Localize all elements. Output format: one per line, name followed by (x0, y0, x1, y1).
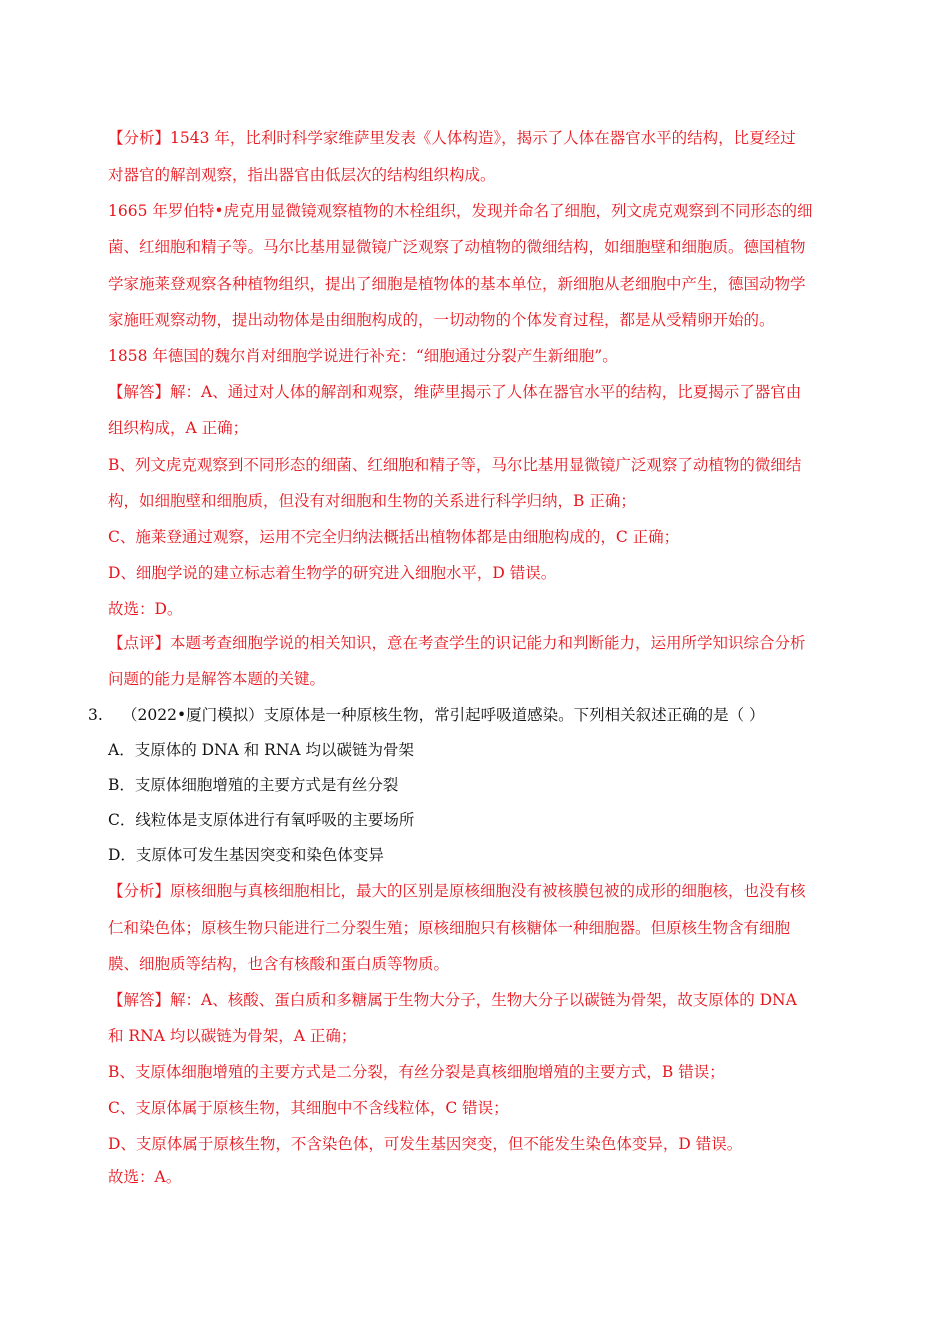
answer-line-2: 和 RNA 均以碳链为骨架，A 正确； (108, 1027, 357, 1045)
question-stem: （2022•厦门模拟）支原体是一种原核生物，常引起呼吸道感染。下列相关叙述正确的是（ ） (122, 706, 765, 724)
answer-line-5: D、支原体属于原核生物，不含染色体，可发生基因突变，但不能发生染色体变异，D 错误。 (108, 1135, 743, 1153)
option-d: D．支原体可发生基因突变和染色体变异 (108, 846, 384, 864)
option-c: C．线粒体是支原体进行有氧呼吸的主要场所 (108, 811, 415, 829)
analysis-line-7: 1858 年德国的魏尔肖对细胞学说进行补充：“细胞通过分裂产生新细胞”。 (108, 347, 618, 365)
answer-line-3: B、列文虎克观察到不同形态的细菌、红细胞和精子等，马尔比基用显微镜广泛观察了动植物的微细结 (108, 456, 802, 474)
answer-line-3: B、支原体细胞增殖的主要方式是二分裂，有丝分裂是真核细胞增殖的主要方式，B 错误； (108, 1063, 725, 1081)
answer-line-6: D、细胞学说的建立标志着生物学的研究进入细胞水平，D 错误。 (108, 564, 557, 582)
answer-line-4: 构，如细胞壁和细胞质，但没有对细胞和生物的关系进行科学归纳，B 正确； (108, 492, 636, 510)
option-a: A．支原体的 DNA 和 RNA 均以碳链为骨架 (108, 741, 415, 759)
analysis-line-1: 【分析】原核细胞与真核细胞相比，最大的区别是原核细胞没有被核膜包被的成形的细胞核，也没有核 (108, 882, 806, 900)
analysis-line-4: 菌、红细胞和精子等。马尔比基用显微镜广泛观察了动植物的微细结构，如细胞壁和细胞质。德国植物 (108, 238, 806, 256)
analysis-line-1: 【分析】1543 年，比利时科学家维萨里发表《人体构造》，揭示了人体在器官水平的结构，比夏经过 (108, 129, 796, 147)
analysis-line-2: 仁和染色体；原核生物只能进行二分裂生殖；原核细胞只有核糖体一种细胞器。但原核生物含有细胞 (108, 919, 791, 937)
answer-line-2: 组织构成，A 正确； (108, 419, 249, 437)
answer-line-1: 【解答】解：A、通过对人体的解剖和观察，维萨里揭示了人体在器官水平的结构，比夏揭示了器官由 (108, 383, 802, 401)
question-number: 3. (88, 706, 103, 724)
answer-line-5: C、施莱登通过观察，运用不完全归纳法概括出植物体都是由细胞构成的，C 正确； (108, 528, 680, 546)
comment-line-1: 【点评】本题考查细胞学说的相关知识，意在考查学生的识记能力和判断能力，运用所学知识综合分析 (108, 634, 806, 652)
analysis-line-3: 膜、细胞质等结构，也含有核酸和蛋白质等物质。 (108, 955, 450, 973)
answer-line-1: 【解答】解：A、核酸、蛋白质和多糖属于生物大分子，生物大分子以碳链为骨架，故支原体的 DNA (108, 991, 797, 1009)
analysis-line-5: 学家施莱登观察各种植物组织，提出了细胞是植物体的基本单位，新细胞从老细胞中产生，德国动物学 (108, 275, 806, 293)
analysis-line-6: 家施旺观察动物，提出动物体是由细胞构成的，一切动物的个体发育过程，都是从受精卵开始的。 (108, 311, 775, 329)
option-b: B．支原体细胞增殖的主要方式是有丝分裂 (108, 776, 399, 794)
answer-choice: 故选：A。 (108, 1168, 182, 1186)
answer-choice: 故选：D。 (108, 600, 183, 618)
analysis-line-2: 对器官的解剖观察，指出器官由低层次的结构组织构成。 (108, 166, 496, 184)
comment-line-2: 问题的能力是解答本题的关键。 (108, 670, 326, 688)
analysis-line-3: 1665 年罗伯特•虎克用显微镜观察植物的木栓组织，发现并命名了细胞，列文虎克观察到不同形态的细 (108, 202, 813, 220)
answer-line-4: C、支原体属于原核生物，其细胞中不含线粒体，C 错误； (108, 1099, 509, 1117)
